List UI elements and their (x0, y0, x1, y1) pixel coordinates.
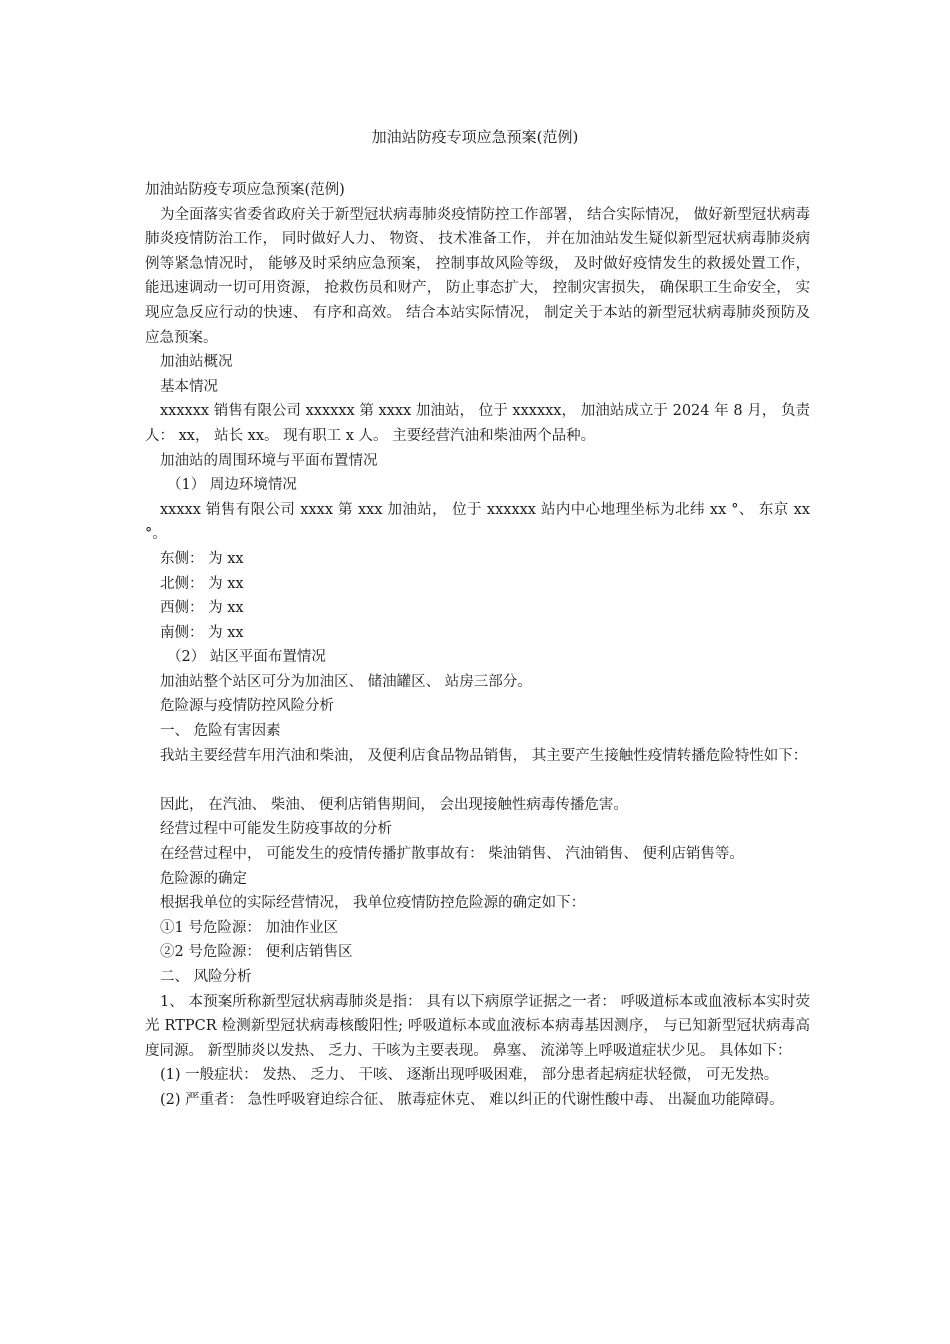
document-body (145, 178, 810, 1113)
process-paragraph: 在经营过程中， 可能发生的疫情传播扩散事故有： 柴油销售、 汽油销售、 便利店销售等。 (160, 846, 744, 863)
north-side: 北侧： 为 xx (160, 575, 244, 592)
heading-risk-1: 一、 危险有害因素 (160, 723, 281, 740)
document-title: 加油站防疫专项应急预案(范例) (371, 128, 579, 146)
heading-overview: 加油站概况 (160, 354, 233, 371)
heading-source: 危险源的确定 (160, 870, 247, 887)
east-side: 东侧： 为 xx (160, 550, 244, 567)
risk1-conclusion: 因此， 在汽油、 柴油、 便利店销售期间， 会出现接触性病毒传播危害。 (160, 796, 628, 813)
heading-risk-2: 二、 风险分析 (160, 969, 252, 985)
symptom-2: (2) 严重者： 急性呼吸窘迫综合征、 脓毒症休克、 难以纠正的代谢性酸中毒、 出凝血功能障碍。 (160, 1091, 784, 1108)
risk2-paragraph: 1、 本预案所称新型冠状病毒肺炎是指： 具有以下病原学证据之一者： 呼吸道标本或血液标本实时荧光 RTPCR 检测新型冠状病毒核酸阳性; 呼吸道标本或血液标本病毒基因测序， 与已知新型冠状病毒高度同源。 新型肺炎以发热、 乏力、干咳为主要表现。 鼻塞、 流涕等上呼吸道症状少见。 具体如下： (145, 993, 810, 1059)
intro-paragraph: 为全面落实省委省政府关于新型冠状病毒肺炎疫情防控工作部署， 结合实际情况， 做好新型冠状病毒肺炎疫情防治工作， 同时做好人力、 物资、 技术准备工作， 并在加油站发生疑似新型冠状病毒肺炎病例等紧急情况时， 能够及时采纳应急预案， 控制事故风险等级， 及时做好疫情发生的救援处置工作， 能迅速调动一切可用资源， 抢救伤员和财产， 防止事态扩大， 控制灾害损失， 确保职工生命安全， 实现应急反应行动的快速、 有序和高效。 结合本站实际情况， 制定关于本站的新型冠状病毒肺炎预防及应急预案。 (145, 206, 810, 346)
symptom-1: (1) 一般症状： 发热、 乏力、 干咳、 逐渐出现呼吸困难， 部分患者起病症状轻微， 可无发热。 (160, 1067, 779, 1084)
blank-line (145, 768, 810, 793)
heading-environment-1: （1） 周边环境情况 (167, 477, 297, 494)
south-side: 南侧： 为 xx (160, 624, 244, 641)
document-subtitle: 加油站防疫专项应急预案(范例) (145, 182, 345, 198)
source-item-1: ①1 号危险源： 加油作业区 (160, 919, 338, 936)
basic-paragraph: xxxxxx 销售有限公司 xxxxxx 第 xxxx 加油站， 位于 xxxxxx， 加油站成立于 2024 年 8 月， 负责人： xx， 站长 xx。 现有职工 x 人。 主要经营汽油和柴油两个品种。 (145, 403, 810, 444)
source-paragraph: 根据我单位的实际经营情况， 我单位疫情防控危险源的确定如下： (160, 895, 586, 912)
risk1-paragraph: 我站主要经营车用汽油和柴油， 及便利店食品物品销售， 其主要产生接触性疫情转播危险特性如下： (160, 747, 808, 764)
heading-process: 经营过程中可能发生防疫事故的分析 (160, 821, 392, 838)
environment-paragraph: xxxxx 销售有限公司 xxxx 第 xxx 加油站， 位于 xxxxxx 站内中心地理坐标为北纬 xx °、 东京 xx °。 (145, 501, 810, 543)
heading-risk: 危险源与疫情防控风险分析 (160, 698, 334, 715)
source-item-2: ②2 号危险源： 便利店销售区 (160, 944, 353, 961)
layout-paragraph: 加油站整个站区可分为加油区、 储油罐区、 站房三部分。 (160, 673, 532, 690)
heading-environment: 加油站的周围环境与平面布置情况 (160, 452, 378, 469)
heading-basic: 基本情况 (160, 378, 218, 395)
heading-environment-2: （2） 站区平面布置情况 (167, 649, 326, 666)
west-side: 西侧： 为 xx (160, 600, 244, 617)
